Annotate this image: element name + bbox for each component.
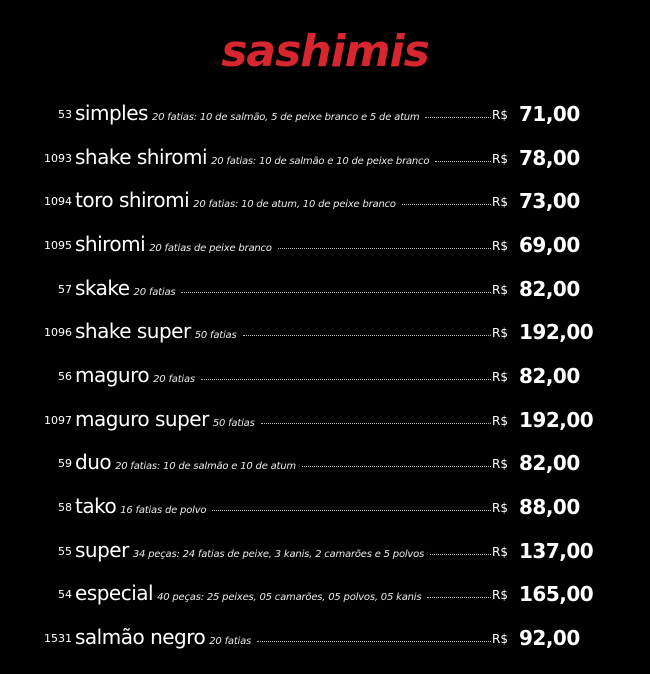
item-price: 88,00 <box>519 495 580 519</box>
item-currency: R$ <box>492 632 508 646</box>
dot-leader <box>402 203 491 205</box>
item-currency: R$ <box>492 545 508 559</box>
item-description: 20 fatias <box>209 636 252 647</box>
item-name: maguro <box>75 363 150 387</box>
item-price: 78,00 <box>519 146 580 170</box>
item-name: duo <box>75 450 112 474</box>
menu-item <box>0 444 650 484</box>
item-currency: R$ <box>492 152 508 166</box>
item-price: 192,00 <box>519 320 594 344</box>
dot-leader <box>302 465 491 467</box>
item-code: 58 <box>58 501 72 514</box>
item-code: 1531 <box>44 632 72 645</box>
item-price: 73,00 <box>519 189 580 213</box>
item-name: shiromi <box>75 232 146 256</box>
menu-item <box>0 226 650 266</box>
item-description: 20 fatias: 10 de salmão, 5 de peixe branco e 5 de atum <box>151 112 420 123</box>
menu-item <box>0 488 650 528</box>
menu-item <box>0 139 650 179</box>
item-description: 40 peças: 25 peixes, 05 camarões, 05 polvos, 05 kanis <box>157 592 422 603</box>
item-code: 1094 <box>44 195 72 208</box>
item-name: salmão negro <box>75 625 206 649</box>
item-code: 1095 <box>44 239 72 252</box>
menu-item <box>0 401 650 441</box>
dot-leader <box>181 291 491 293</box>
menu-item <box>0 313 650 353</box>
item-name: simples <box>75 101 148 125</box>
menu-item <box>0 182 650 222</box>
dot-leader <box>278 247 491 249</box>
dot-leader <box>435 160 491 162</box>
item-description: 20 fatias de peixe branco <box>149 243 272 254</box>
item-price: 92,00 <box>519 626 580 650</box>
item-name: shake super <box>75 319 191 343</box>
item-description: 20 fatias: 10 de salmão e 10 de peixe branco <box>211 156 430 167</box>
dot-leader <box>243 334 492 336</box>
item-name: toro shiromi <box>75 188 190 212</box>
item-description: 34 peças: 24 fatias de peixe, 3 kanis, 2 camarões e 5 polvos <box>132 549 425 560</box>
dot-leader <box>430 553 491 555</box>
item-name: skake <box>75 276 130 300</box>
item-description: 20 fatias: 10 de atum, 10 de peixe branco <box>193 199 396 210</box>
item-code: 57 <box>58 283 72 296</box>
item-currency: R$ <box>492 414 508 428</box>
item-name: maguro super <box>75 407 209 431</box>
menu-item <box>0 270 650 310</box>
item-price: 71,00 <box>519 102 580 126</box>
dot-leader <box>425 116 491 118</box>
item-currency: R$ <box>492 239 508 253</box>
item-currency: R$ <box>492 195 508 209</box>
item-price: 69,00 <box>519 233 580 257</box>
menu-item <box>0 575 650 615</box>
item-description: 20 fatias: 10 de salmão e 10 de atum <box>115 461 296 472</box>
item-description: 16 fatias de polvo <box>120 505 207 516</box>
item-price: 82,00 <box>519 451 580 475</box>
item-currency: R$ <box>492 108 508 122</box>
item-code: 55 <box>58 545 72 558</box>
dot-leader <box>257 640 491 642</box>
item-currency: R$ <box>492 326 508 340</box>
item-currency: R$ <box>492 588 508 602</box>
dot-leader <box>427 596 491 598</box>
item-description: 20 fatias <box>153 374 195 385</box>
item-name: shake shiromi <box>75 145 208 169</box>
dot-leader <box>212 509 491 511</box>
item-price: 165,00 <box>519 582 594 606</box>
item-code: 54 <box>58 588 72 601</box>
item-code: 1096 <box>44 326 72 339</box>
item-name: especial <box>75 581 154 605</box>
item-code: 56 <box>58 370 72 383</box>
menu-item <box>0 357 650 397</box>
item-currency: R$ <box>492 457 508 471</box>
item-currency: R$ <box>492 283 508 297</box>
item-code: 1093 <box>44 152 72 165</box>
item-name: super <box>75 538 129 562</box>
item-price: 137,00 <box>519 539 594 563</box>
dot-leader <box>261 422 491 424</box>
item-description: 20 fatias <box>133 287 176 298</box>
item-currency: R$ <box>492 501 508 515</box>
menu-item <box>0 532 650 572</box>
item-code: 59 <box>58 457 72 470</box>
menu-item <box>0 619 650 659</box>
menu-item <box>0 95 650 135</box>
dot-leader <box>201 378 491 380</box>
item-currency: R$ <box>492 370 508 384</box>
item-price: 82,00 <box>519 364 580 388</box>
item-price: 192,00 <box>519 408 594 432</box>
page-title: sashimis <box>221 26 429 77</box>
item-description: 50 fatias <box>194 330 237 341</box>
item-code: 53 <box>58 108 72 121</box>
item-code: 1097 <box>44 414 72 427</box>
item-description: 50 fatias <box>212 418 255 429</box>
item-price: 82,00 <box>519 277 580 301</box>
item-name: tako <box>75 494 117 518</box>
